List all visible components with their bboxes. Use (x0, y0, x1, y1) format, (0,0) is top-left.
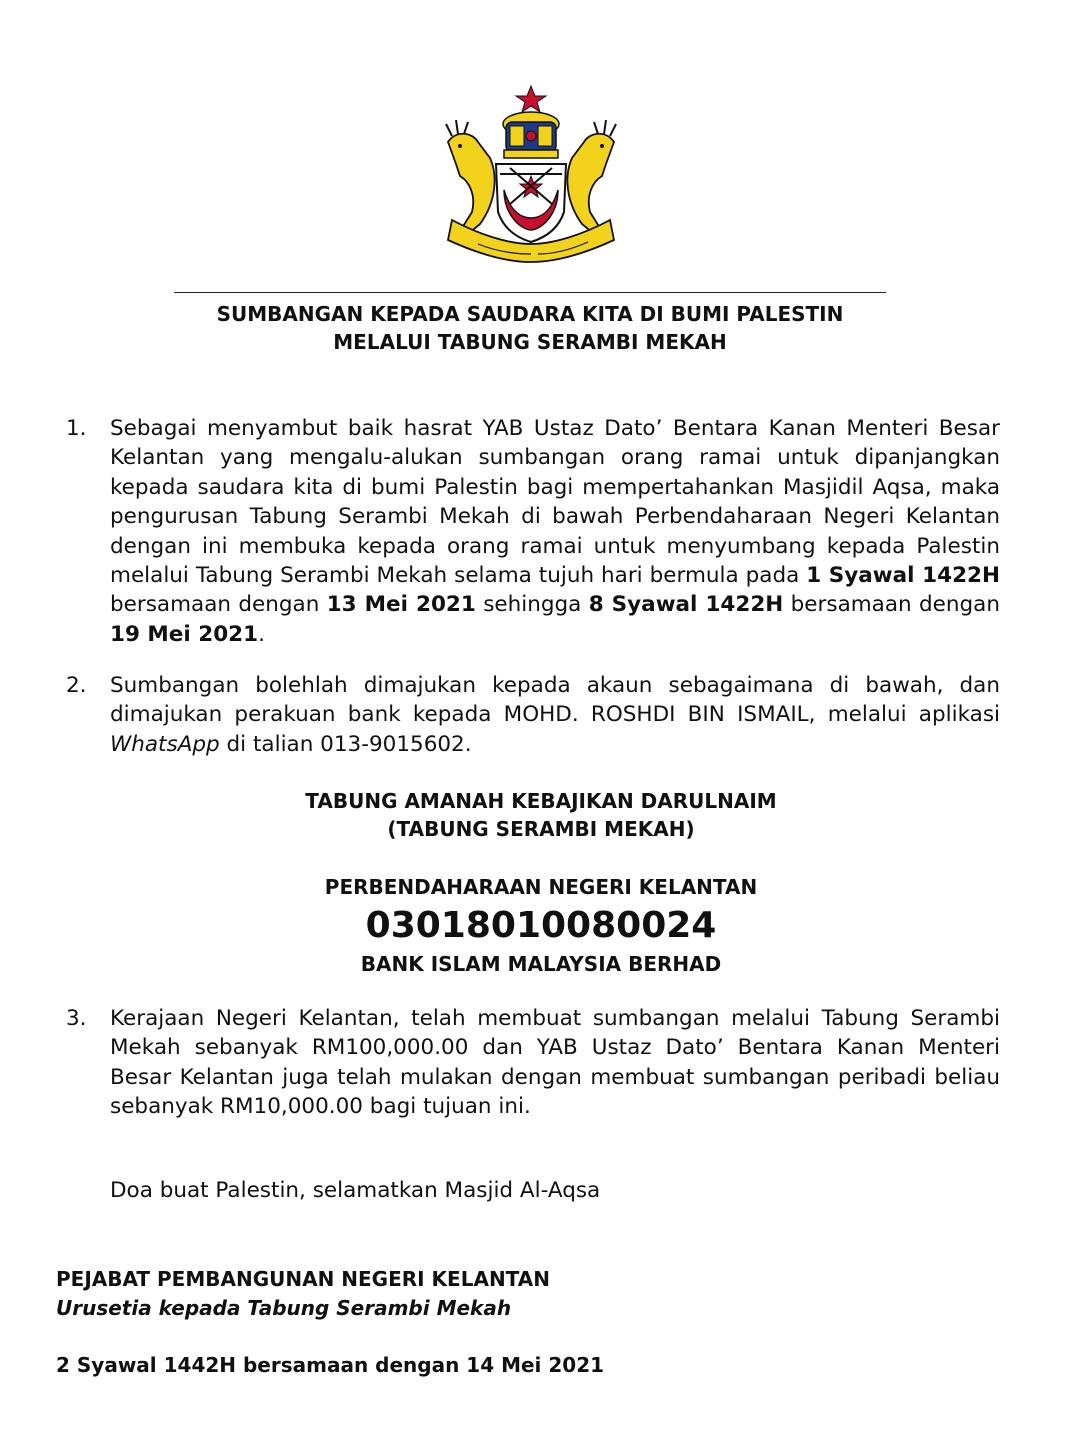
shield-icon (496, 164, 566, 242)
paragraph-2 (66, 671, 1000, 759)
bank-name: BANK ISLAM MALAYSIA BERHAD (360, 952, 722, 976)
header-divider (174, 292, 886, 293)
app-name: WhatsApp (110, 731, 220, 757)
issue-date: 2 Syawal 1442H bersamaan dengan 14 Mei 2021 (56, 1353, 605, 1377)
account-holder: PERBENDAHARAAN NEGERI KELANTAN (324, 875, 758, 899)
account-name: TABUNG AMANAH KEBAJIKAN DARULNAIM (305, 789, 777, 813)
start-date-gregorian: 13 Mei 2021 (326, 592, 476, 618)
paragraph-number: 1. (66, 416, 87, 441)
paragraph-body (110, 671, 1000, 759)
paragraph-body (110, 414, 1000, 649)
issuing-office: PEJABAT PEMBANGUNAN NEGERI KELANTAN (56, 1267, 550, 1291)
account-alias: (TABUNG SERAMBI MEKAH) (387, 817, 695, 841)
issuing-role: Urusetia kepada Tabung Serambi Mekah (56, 1296, 512, 1320)
paragraph-text: Sebagai menyambut baik hasrat YAB Ustaz Dato’ Bentara Kanan Menteri Besar Kelantan yang mengalu-alukan sumbangan orang ramai untuk dipanjangkan kepada saudara kita di bumi Palestin bagi mempertahankan Masjidil Aqsa, maka pengurusan Tabung Serambi Mekah di bawah Perbendaharaan Negeri Kelantan dengan ini membuka kepada orang ramai untuk menyumbang kepada Palestin melalui Tabung Serambi Mekah selama tujuh hari bermula pada (110, 416, 1000, 589)
document-title-line2: MELALUI TABUNG SERAMBI MEKAH (333, 330, 727, 354)
paragraph-3 (66, 1004, 1000, 1122)
crest-top-star-icon (516, 86, 546, 112)
paragraph-number: 2. (66, 673, 87, 698)
paragraph-body: Kerajaan Negeri Kelantan, telah membuat sumbangan melalui Tabung Serambi Mekah sebanyak RM100,000.00 dan YAB Ustaz Dato’ Bentara Kanan Menteri Besar Kelantan juga telah mulakan dengan membuat sumbangan peribadi beliau sebanyak RM10,000.00 bagi tujuan ini. (110, 1006, 1000, 1120)
paragraph-1 (66, 414, 1000, 649)
kelantan-crest-logo (438, 84, 624, 268)
document-title-line1: SUMBANGAN KEPADA SAUDARA KITA DI BUMI PALESTIN (216, 302, 844, 326)
closing-prayer: Doa buat Palestin, selamatkan Masjid Al-Aqsa (110, 1178, 601, 1203)
paragraph-number: 3. (66, 1006, 87, 1031)
paragraph-text: bersamaan dengan (110, 592, 327, 618)
account-number: 03018010080024 (365, 905, 717, 946)
end-date-hijri: 8 Syawal 1422H (588, 592, 784, 618)
end-date-gregorian: 19 Mei 2021 (110, 621, 259, 647)
crown-icon (503, 112, 559, 158)
paragraph-text: di talian 013-9015602. (219, 731, 472, 757)
right-deer-icon (567, 120, 616, 234)
paragraph-text: Sumbangan bolehlah dimajukan kepada akaun sebagaimana di bawah, dan dimajukan perakuan bank kepada MOHD. ROSHDI BIN ISMAIL, melalui aplikasi (110, 673, 1000, 728)
start-date-hijri: 1 Syawal 1422H (806, 563, 1000, 589)
paragraph-text: . (258, 621, 265, 647)
paragraph-text: bersamaan dengan (783, 592, 1000, 618)
paragraph-text: sehingga (475, 592, 589, 618)
left-deer-icon (446, 120, 495, 234)
